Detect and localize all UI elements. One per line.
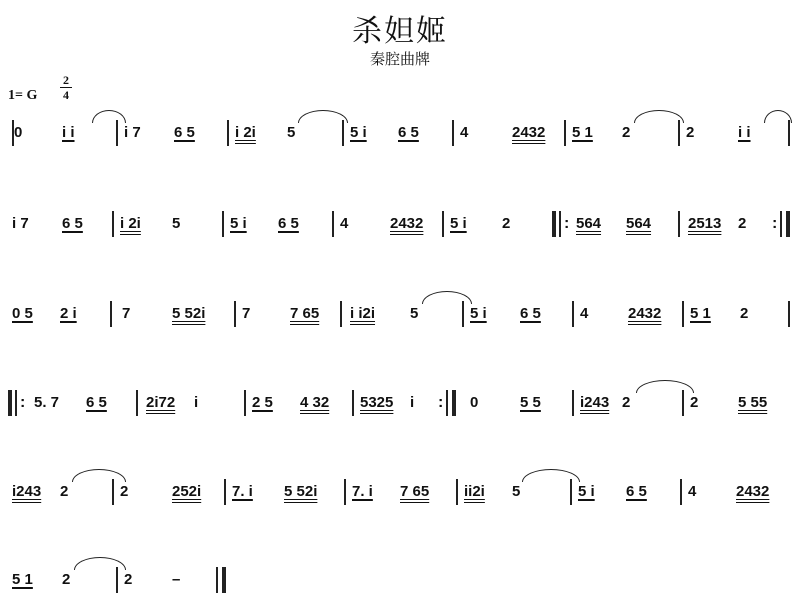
barline	[564, 120, 566, 146]
barline	[788, 120, 790, 146]
note-group: 6 5	[62, 215, 83, 232]
barline	[344, 479, 346, 505]
note-group: 564	[626, 215, 652, 232]
note-group: 2	[690, 394, 699, 411]
barline	[216, 567, 218, 593]
barline	[462, 301, 464, 327]
note-group: 5	[410, 305, 419, 322]
note-group: ii2i	[464, 483, 485, 500]
song-subtitle: 秦腔曲牌	[369, 50, 430, 68]
tie-arc	[636, 380, 694, 393]
note-group: i 7	[12, 215, 29, 232]
barline	[222, 211, 224, 237]
note-group: 6 5	[398, 124, 419, 141]
note-group: 5 i	[230, 215, 247, 232]
note-group: i i	[738, 124, 751, 141]
note-group: 2 i	[60, 305, 77, 322]
barline	[680, 479, 682, 505]
note-group: 2	[740, 305, 749, 322]
barline	[572, 301, 574, 327]
barline	[682, 390, 684, 416]
final-barline	[222, 567, 226, 593]
note-group: 5 1	[572, 124, 593, 141]
barline	[15, 390, 17, 416]
repeat-dots: :	[772, 215, 778, 232]
note-group: 7. i	[352, 483, 373, 500]
note-group: 2	[622, 394, 631, 411]
barline	[678, 211, 680, 237]
note-group: 7	[242, 305, 251, 322]
extension-dash: –	[172, 571, 181, 588]
song-title: 杀妲姬	[352, 14, 448, 49]
barline	[342, 120, 344, 146]
note-group: 5	[512, 483, 521, 500]
notation-line-4	[0, 394, 800, 434]
tie-arc	[634, 110, 684, 123]
note-group: 0	[14, 124, 23, 141]
repeat-dots: :	[564, 215, 570, 232]
notation-line-5	[0, 483, 800, 523]
barline	[780, 211, 782, 237]
barline	[116, 567, 118, 593]
note-group: 5 i	[350, 124, 367, 141]
repeat-end-barline	[786, 211, 790, 237]
note-group: i 2i	[120, 215, 141, 232]
key-signature: 1= G	[8, 88, 38, 103]
repeat-dots: :	[20, 394, 26, 411]
barline	[682, 301, 684, 327]
tie-arc	[74, 557, 126, 570]
note-group: 5 1	[690, 305, 711, 322]
note-group: 4	[460, 124, 469, 141]
note-group: 6 5	[278, 215, 299, 232]
note-group: 2	[686, 124, 695, 141]
barline	[678, 120, 680, 146]
note-group: 5 i	[470, 305, 487, 322]
note-group: i 2i	[235, 124, 256, 141]
note-group: 0 5	[12, 305, 33, 322]
barline	[340, 301, 342, 327]
note-group: 6 5	[626, 483, 647, 500]
note-group: 6 5	[520, 305, 541, 322]
note-group: 7	[122, 305, 131, 322]
barline	[572, 390, 574, 416]
repeat-start-barline	[552, 211, 556, 237]
note-group: 2	[738, 215, 747, 232]
note-group: 6 5	[86, 394, 107, 411]
note-group: 6 5	[174, 124, 195, 141]
note-group: 4	[340, 215, 349, 232]
note-group: 5 1	[12, 571, 33, 588]
notation-line-1	[0, 124, 800, 164]
tie-arc	[422, 291, 472, 304]
note-group: i i2i	[350, 305, 376, 322]
repeat-end-barline	[452, 390, 456, 416]
barline	[234, 301, 236, 327]
time-signature-top: 2	[63, 73, 69, 87]
note-group: 2432	[736, 483, 770, 500]
note-group: 2	[502, 215, 511, 232]
note-group: i243	[12, 483, 42, 500]
barline	[788, 301, 790, 327]
barline	[227, 120, 229, 146]
tie-arc	[92, 110, 126, 123]
note-group: 2432	[390, 215, 424, 232]
barline	[456, 479, 458, 505]
barline	[116, 120, 118, 146]
time-signature	[60, 74, 72, 101]
note-group: 252i	[172, 483, 202, 500]
note-group: 5 52i	[172, 305, 206, 322]
note-group: 7 65	[400, 483, 430, 500]
note-group: 5	[287, 124, 296, 141]
tie-arc	[72, 469, 126, 482]
note-group: 2	[60, 483, 69, 500]
notation-line-6	[0, 571, 800, 611]
tie-arc	[298, 110, 348, 123]
barline	[110, 301, 112, 327]
note-group: 2432	[628, 305, 662, 322]
barline	[136, 390, 138, 416]
note-group: i i	[62, 124, 75, 141]
time-signature-bottom: 4	[63, 88, 69, 102]
note-group: 5 i	[578, 483, 595, 500]
note-group: 5 52i	[284, 483, 318, 500]
barline	[112, 211, 114, 237]
barline	[224, 479, 226, 505]
note-group: 0	[470, 394, 479, 411]
note-group: 2 5	[252, 394, 273, 411]
note-group: i	[194, 394, 199, 411]
note-group: i243	[580, 394, 610, 411]
barline	[244, 390, 246, 416]
note-group: 2432	[512, 124, 546, 141]
note-group: 5 55	[738, 394, 768, 411]
notation-line-3	[0, 305, 800, 345]
barline	[332, 211, 334, 237]
note-group: 7 65	[290, 305, 320, 322]
note-group: 5 5	[520, 394, 541, 411]
notation-line-2	[0, 215, 800, 255]
barline	[446, 390, 448, 416]
barline	[352, 390, 354, 416]
note-group: 4 32	[300, 394, 330, 411]
barline	[442, 211, 444, 237]
note-group: i 7	[124, 124, 141, 141]
note-group: 5. 7	[34, 394, 60, 411]
note-group: 2	[62, 571, 71, 588]
note-group: i	[410, 394, 415, 411]
note-group: 2	[622, 124, 631, 141]
note-group: 4	[580, 305, 589, 322]
note-group: 5	[172, 215, 181, 232]
barline	[452, 120, 454, 146]
note-group: 2i72	[146, 394, 176, 411]
barline	[570, 479, 572, 505]
barline	[112, 479, 114, 505]
note-group: 5325	[360, 394, 394, 411]
note-group: 5 i	[450, 215, 467, 232]
note-group: 2513	[688, 215, 722, 232]
note-group: 4	[688, 483, 697, 500]
barline	[559, 211, 561, 237]
repeat-start-barline	[8, 390, 12, 416]
note-group: 564	[576, 215, 602, 232]
note-group: 7. i	[232, 483, 253, 500]
note-group: 2	[124, 571, 133, 588]
repeat-dots: :	[438, 394, 444, 411]
note-group: 2	[120, 483, 129, 500]
